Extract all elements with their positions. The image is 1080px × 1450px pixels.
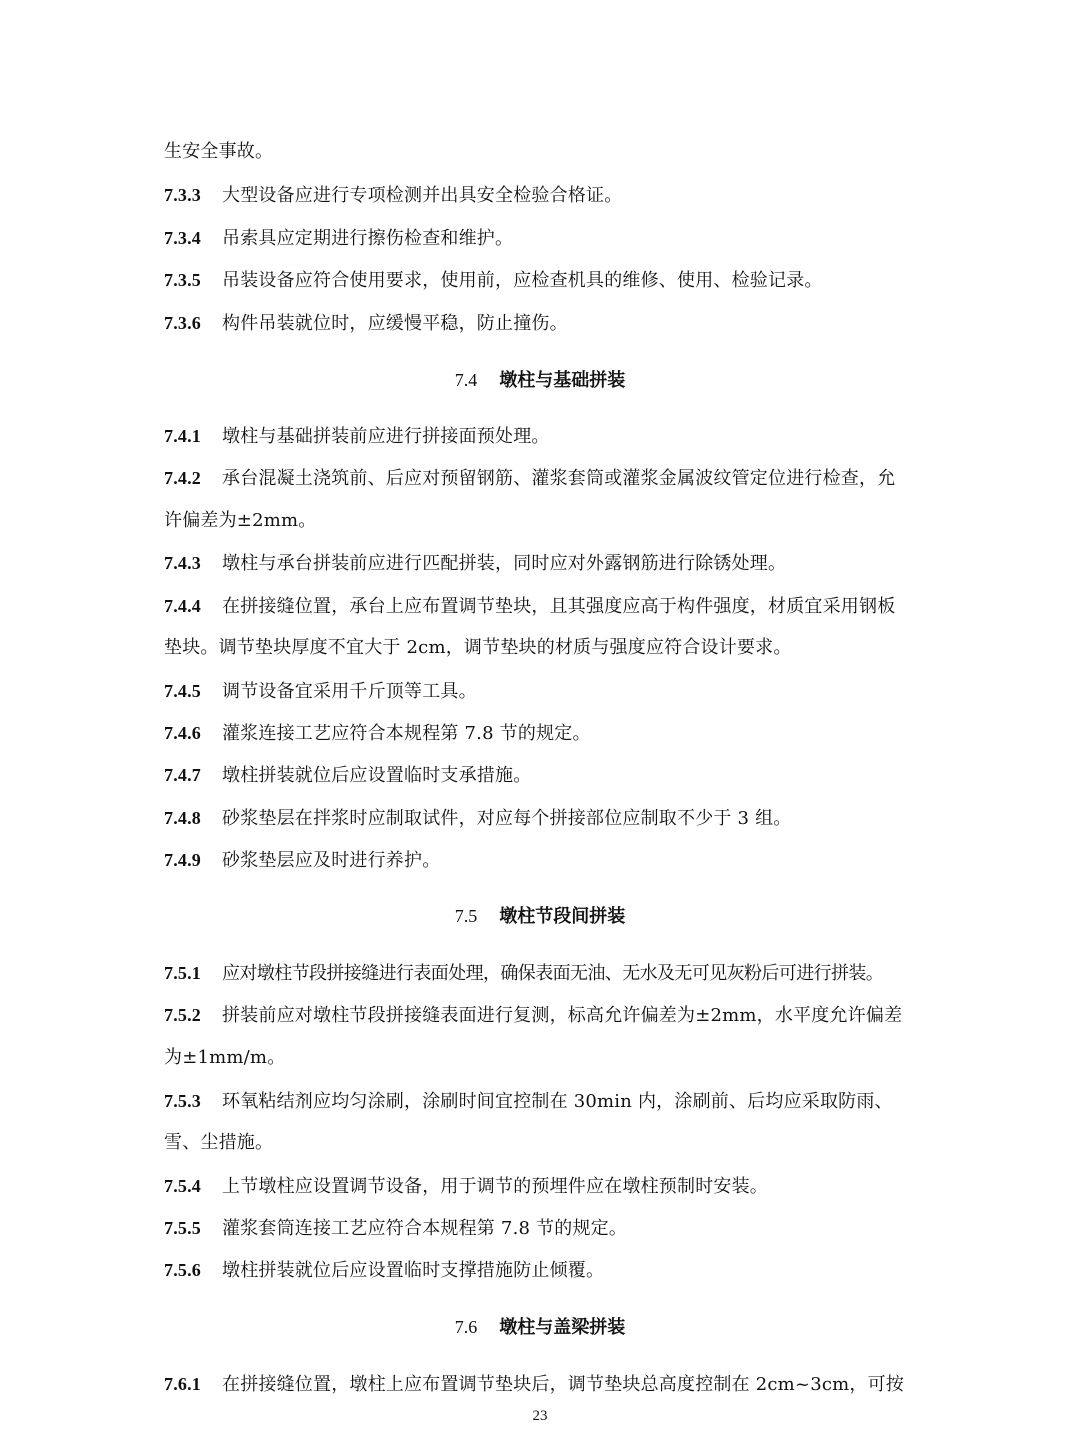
clause-number: 7.4.5	[164, 681, 201, 701]
clause-text: 灌浆连接工艺应符合本规程第 7.8 节的规定。	[222, 723, 591, 744]
clause-number: 7.3.4	[164, 228, 201, 248]
clause-number: 7.4.9	[164, 850, 201, 870]
clause-number: 7.4.1	[164, 426, 201, 446]
clause-text: 构件吊装就位时，应缓慢平稳，防止撞伤。	[222, 313, 568, 334]
clause-7-5-1	[164, 960, 924, 987]
section-title: 墩柱与基础拼装	[499, 370, 626, 391]
clause-7-4-1	[164, 423, 924, 450]
clause-7-4-3	[164, 550, 924, 577]
clause-7-4-9	[164, 847, 924, 874]
clause-7-4-4	[164, 593, 924, 620]
section-number: 7.6	[454, 1317, 478, 1337]
clause-text: 上节墩柱应设置调节设备，用于调节的预埋件应在墩柱预制时安装。	[222, 1176, 768, 1197]
clause-number: 7.3.5	[164, 270, 201, 290]
clause-text: 吊装设备应符合使用要求，使用前，应检查机具的维修、使用、检验记录。	[222, 270, 823, 291]
clause-number: 7.4.4	[164, 596, 201, 616]
section-title: 墩柱与盖梁拼装	[499, 1317, 626, 1338]
section-heading-7-5	[0, 903, 1080, 930]
clause-text: 环氧粘结剂应均匀涂刷，涂刷时间宜控制在 30min 内，涂刷前、后均应采取防雨、	[222, 1091, 893, 1112]
clause-number: 7.4.6	[164, 723, 201, 743]
clause-7-3-5	[164, 267, 924, 294]
clause-number: 7.5.3	[164, 1091, 201, 1111]
clause-text: 墩柱与基础拼装前应进行拼接面预处理。	[222, 426, 550, 447]
clause-7-3-4	[164, 225, 924, 252]
section-heading-7-4	[0, 367, 1080, 394]
clause-7-4-8	[164, 805, 924, 832]
clause-text: 墩柱拼装就位后应设置临时支承措施。	[222, 765, 532, 786]
clause-7-6-1	[164, 1371, 924, 1398]
clause-number: 7.5.4	[164, 1176, 201, 1196]
clause-number: 7.5.2	[164, 1005, 201, 1025]
clause-7-5-4	[164, 1173, 924, 1200]
clause-text: 应对墩柱节段拼接缝进行表面处理，确保表面无油、无水及无可见灰粉后可进行拼装。	[222, 963, 884, 984]
clause-text: 灌浆套筒连接工艺应符合本规程第 7.8 节的规定。	[222, 1218, 628, 1239]
clause-number: 7.4.7	[164, 765, 201, 785]
clause-7-4-6	[164, 720, 924, 747]
clause-text: 为±1mm/m。	[164, 1047, 286, 1068]
clause-text: 大型设备应进行专项检测并出具安全检验合格证。	[222, 185, 623, 206]
clause-text: 在拼接缝位置，墩柱上应布置调节垫块后，调节垫块总高度控制在 2cm~3cm，可按	[222, 1374, 905, 1395]
section-heading-7-6	[0, 1314, 1080, 1341]
clause-number: 7.5.1	[164, 963, 201, 983]
clause-7-4-4-continuation	[164, 635, 924, 661]
clause-7-5-3	[164, 1088, 924, 1115]
clause-7-4-2-continuation	[164, 508, 924, 534]
clause-text: 许偏差为±2mm。	[164, 510, 317, 531]
clause-7-5-5	[164, 1215, 924, 1242]
clause-text: 拼装前应对墩柱节段拼接缝表面进行复测，标高允许偏差为±2mm，水平度允许偏差	[222, 1005, 903, 1026]
clause-text: 墩柱与承台拼装前应进行匹配拼装，同时应对外露钢筋进行除锈处理。	[222, 553, 787, 574]
clause-7-3-6	[164, 310, 924, 337]
clause-text: 调节设备宜采用千斤顶等工具。	[222, 681, 477, 702]
clause-number: 7.4.2	[164, 468, 201, 488]
clause-text: 雪、尘措施。	[164, 1132, 274, 1153]
clause-number: 7.4.3	[164, 553, 201, 573]
clause-7-4-2	[164, 465, 924, 492]
clause-text: 吊索具应定期进行擦伤检查和维护。	[222, 228, 514, 249]
clause-7-3-3	[164, 182, 924, 209]
clause-7-4-5	[164, 678, 924, 705]
clause-7-3-2-continuation	[164, 139, 924, 165]
clause-text: 生安全事故。	[164, 141, 274, 162]
clause-text: 垫块。调节垫块厚度不宜大于 2cm，调节垫块的材质与强度应符合设计要求。	[164, 637, 792, 658]
clause-text: 砂浆垫层在拌浆时应制取试件，对应每个拼接部位应制取不少于 3 组。	[222, 808, 792, 829]
clause-number: 7.6.1	[164, 1374, 201, 1394]
clause-7-5-6	[164, 1257, 924, 1284]
clause-number: 7.5.5	[164, 1218, 201, 1238]
clause-text: 砂浆垫层应及时进行养护。	[222, 850, 441, 871]
clause-number: 7.4.8	[164, 808, 201, 828]
clause-number: 7.5.6	[164, 1260, 201, 1280]
clause-7-4-7	[164, 762, 924, 789]
page-number: 23	[532, 1408, 548, 1424]
clause-number: 7.3.6	[164, 313, 201, 333]
section-number: 7.4	[454, 370, 478, 390]
clause-number: 7.3.3	[164, 185, 201, 205]
section-title: 墩柱节段间拼装	[499, 906, 626, 927]
clause-7-5-2-continuation	[164, 1045, 924, 1071]
clause-text: 墩柱拼装就位后应设置临时支撑措施防止倾覆。	[222, 1260, 605, 1281]
clause-7-5-3-continuation	[164, 1130, 924, 1156]
clause-text: 在拼接缝位置，承台上应布置调节垫块，且其强度应高于构件强度，材质宜采用钢板	[222, 596, 896, 617]
clause-7-5-2	[164, 1002, 924, 1029]
section-number: 7.5	[454, 906, 478, 926]
clause-text: 承台混凝土浇筑前、后应对预留钢筋、灌浆套筒或灌浆金属波纹管定位进行检查，允	[222, 468, 896, 489]
